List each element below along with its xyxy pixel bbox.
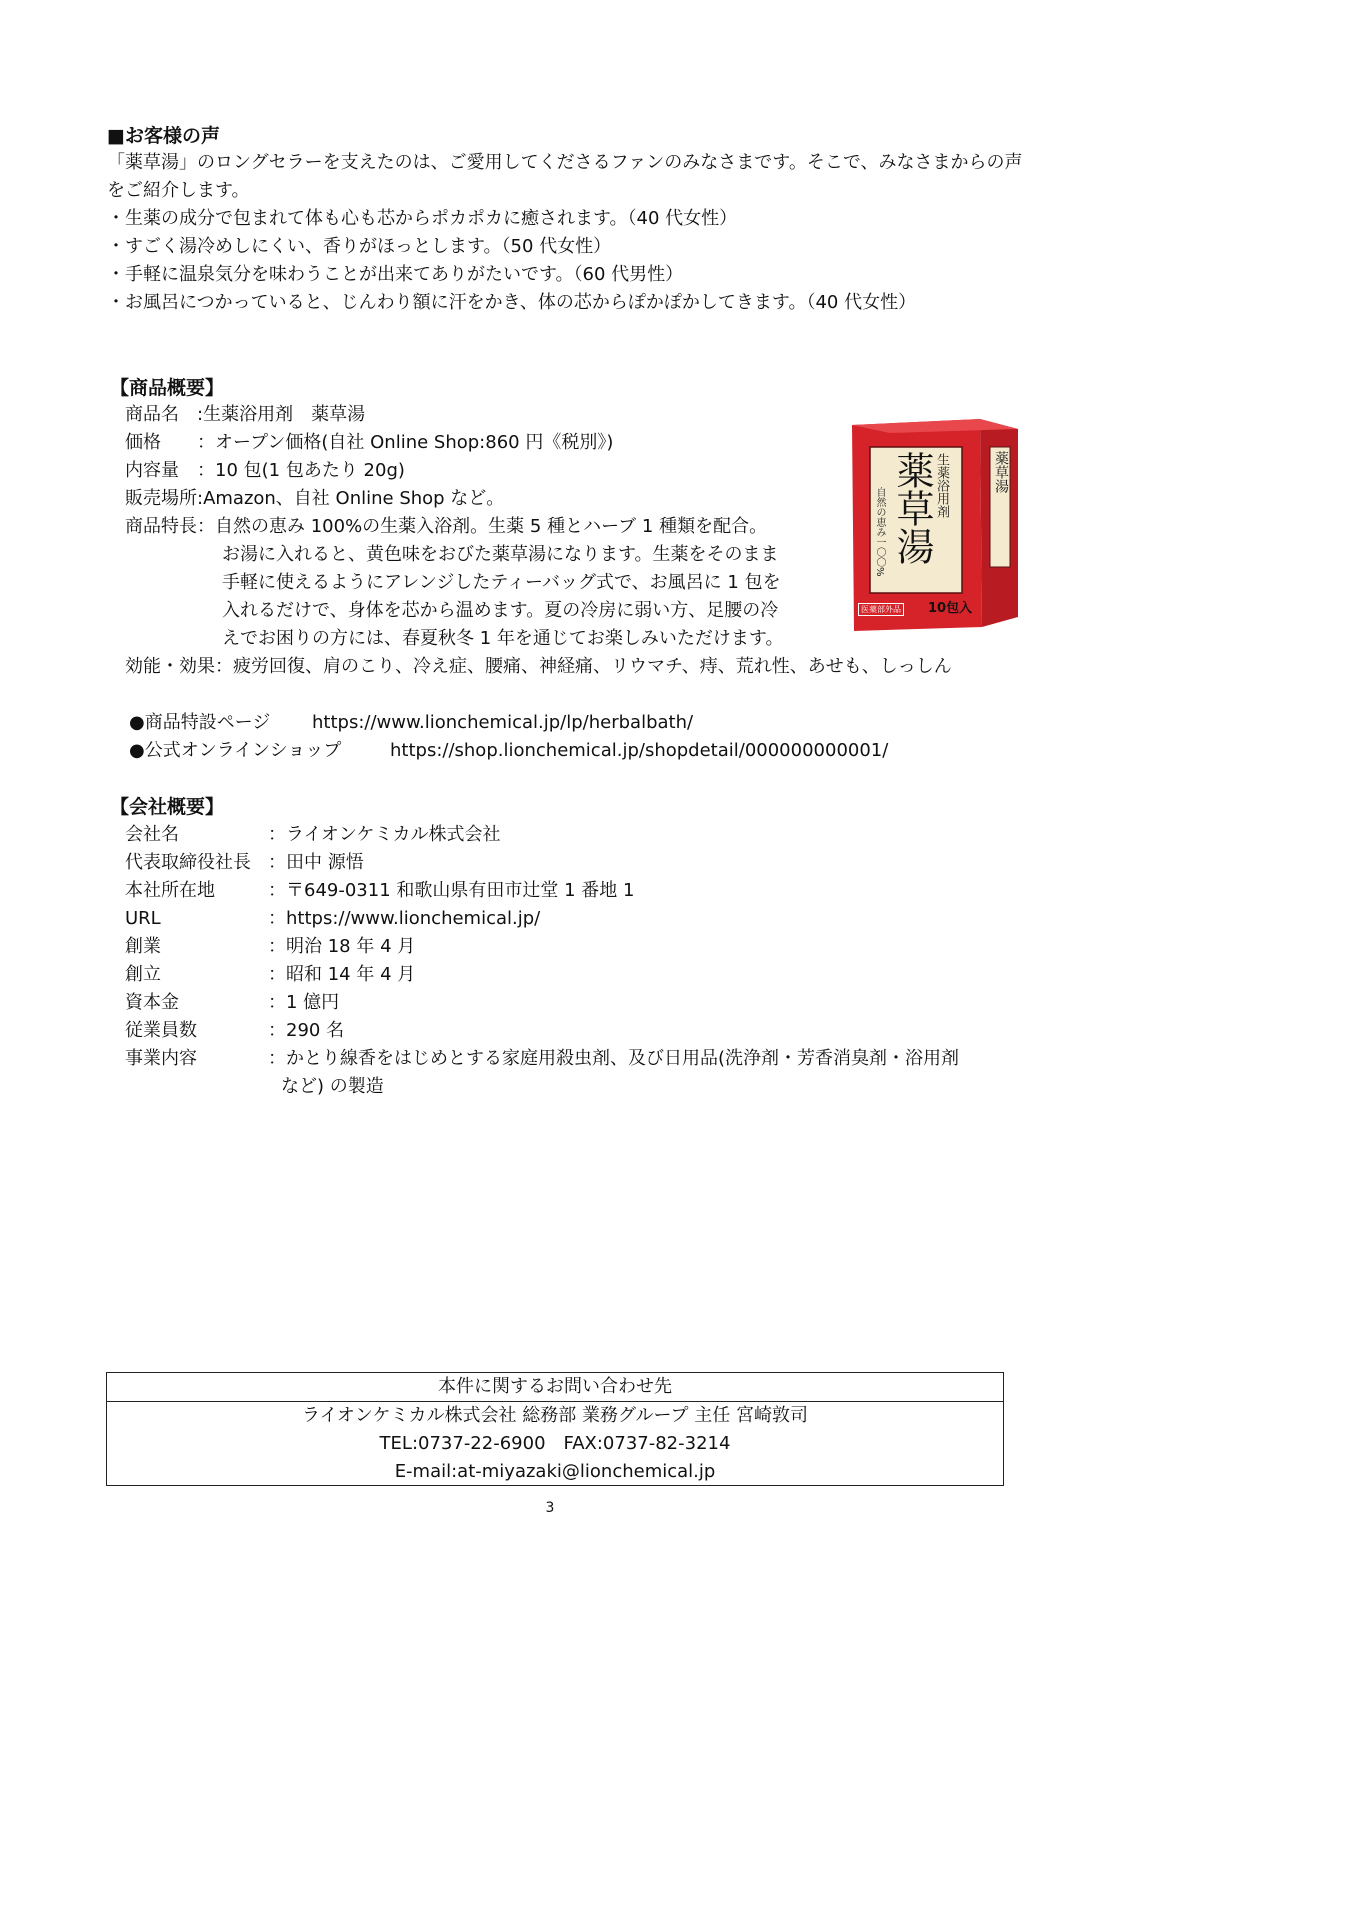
box-count: 10包入: [928, 601, 973, 616]
voices-intro: 「薬草湯」のロングセラーを支えたのは、ご愛用してくださるファンのみなさまです。そこで、みなさまからの声をご紹介します。: [107, 152, 1023, 201]
company-row-value: ：290 名: [268, 1020, 345, 1041]
company-row-label: 資本金: [125, 992, 179, 1013]
online-shop-link[interactable]: https://shop.lionchemical.jp/shopdetail/000000000001/: [390, 740, 889, 761]
product-content-row: 内容量 ：10 包(1 包あたり 20g): [125, 460, 405, 481]
product-feature-line: えでお困りの方には、春夏秋冬 1 年を通じてお楽しみいただけます。: [222, 628, 784, 649]
company-row: [125, 849, 364, 877]
company-row-value: ：昭和 14 年 4 月: [268, 964, 416, 985]
company-row-label: 代表取締役社長: [125, 852, 251, 873]
company-row-label: 創業: [125, 936, 161, 957]
company-row: [125, 933, 416, 961]
link-label: ●公式オンラインショップ: [129, 740, 342, 761]
company-row-value: ：明治 18 年 4 月: [268, 936, 416, 957]
company-row-value: ：かとり線香をはじめとする家庭用殺虫剤、及び日用品(洗浄剤・芳香消臭剤・浴用剤: [268, 1048, 960, 1069]
company-row: [125, 989, 340, 1017]
company-row-value: ：田中 源悟: [268, 852, 364, 873]
product-name-row: 商品名 :生薬浴用剤 薬草湯: [125, 404, 366, 425]
special-page-link[interactable]: https://www.lionchemical.jp/lp/herbalbath/: [312, 712, 694, 733]
box-category: 医薬部外品: [858, 603, 904, 616]
link-row-online-shop[interactable]: [129, 737, 889, 765]
company-row: [125, 821, 501, 849]
product-feature-row: 商品特長：自然の恵み 100%の生薬入浴剤。生薬 5 種とハーブ 1 種類を配合。: [125, 516, 768, 537]
company-row-label: 本社所在地: [125, 880, 215, 901]
contact-person: ライオンケミカル株式会社 総務部 業務グループ 主任 宮崎敦司: [301, 1405, 808, 1426]
company-row-label: URL: [125, 908, 161, 929]
product-store-row: 販売場所:Amazon、自社 Online Shop など。: [125, 488, 505, 509]
box-side-brand: 薬草湯: [993, 451, 1009, 493]
box-brand: 薬草湯: [890, 451, 934, 565]
box-side-label: 自然の恵み一〇〇%: [874, 487, 885, 577]
page-number: 3: [545, 1500, 555, 1516]
link-label: ●商品特設ページ: [129, 712, 271, 733]
voice-item: ・手軽に温泉気分を味わうことが出来てありがたいです。（60 代男性）: [107, 264, 684, 285]
company-row: [125, 1017, 345, 1045]
voice-item: ・生薬の成分で包まれて体も心も芯からポカポカに癒されます。（40 代女性）: [107, 208, 738, 229]
company-row-value: ：ライオンケミカル株式会社: [268, 824, 501, 845]
product-heading: 【商品概要】: [110, 377, 225, 399]
company-url-value[interactable]: ：https://www.lionchemical.jp/: [268, 908, 541, 929]
product-price-row: 価格 ：オープン価格(自社 Online Shop:860 円《税別》): [125, 432, 614, 453]
product-box-image: [850, 417, 1020, 637]
company-row-label: 創立: [125, 964, 161, 985]
voice-item: ・すごく湯冷めしにくい、香りがほっとします。（50 代女性）: [107, 236, 612, 257]
contact-phone: TEL:0737-22-6900 FAX:0737-82-3214: [379, 1433, 731, 1454]
company-row-label: 会社名: [125, 824, 179, 845]
company-row: [125, 905, 541, 933]
product-feature-line: 入れるだけで、身体を芯から温めます。夏の冷房に弱い方、足腰の冷: [222, 600, 779, 621]
company-row-label: 事業内容: [125, 1048, 197, 1069]
product-feature-line: お湯に入れると、黄色味をおびた薬草湯になります。生薬をそのまま: [222, 544, 779, 565]
company-heading: 【会社概要】: [110, 796, 225, 818]
company-row: [125, 877, 635, 905]
company-row-value: ：1 億円: [268, 992, 340, 1013]
company-row: [125, 961, 416, 989]
company-row-value: ：〒649-0311 和歌山県有田市辻堂 1 番地 1: [268, 880, 635, 901]
contact-box: [106, 1372, 1004, 1486]
voice-item: ・お風呂につかっていると、じんわり額に汗をかき、体の芯からぽかぽかしてきます。（40 代女性）: [107, 292, 917, 313]
company-business-continuation: など) の製造: [281, 1076, 384, 1097]
company-row-label: 従業員数: [125, 1020, 197, 1041]
company-row: [125, 1045, 960, 1073]
box-top-label: 生薬浴用剤: [934, 453, 949, 518]
contact-header: 本件に関するお問い合わせ先: [107, 1373, 1003, 1402]
product-effects-row: 効能・効果：疲労回復、肩のこり、冷え症、腰痛、神経痛、リウマチ、痔、荒れ性、あせも、しっしん: [125, 656, 952, 677]
contact-email[interactable]: E-mail:at-miyazaki@lionchemical.jp: [394, 1461, 716, 1482]
link-row-special-page[interactable]: [129, 709, 694, 737]
product-feature-line: 手軽に使えるようにアレンジしたティーバッグ式で、お風呂に 1 包を: [222, 572, 781, 593]
voices-heading: ■お客様の声: [107, 125, 220, 147]
